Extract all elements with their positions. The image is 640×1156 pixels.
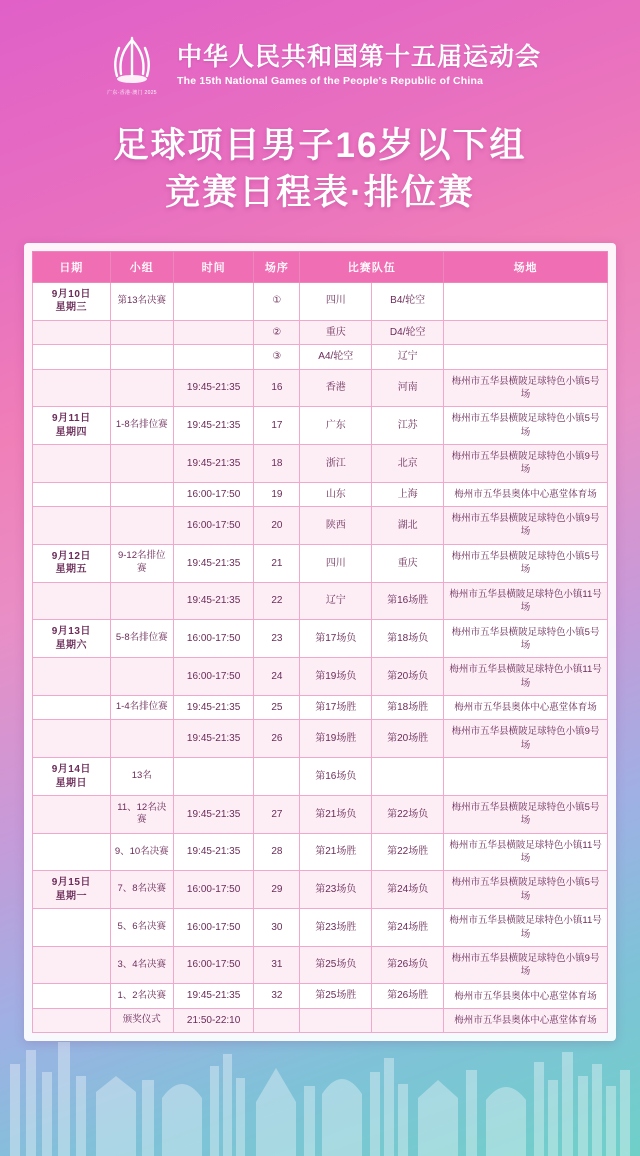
- cell-order: 28: [254, 833, 300, 871]
- skyline-decoration: [0, 1006, 640, 1156]
- cell-venue: [444, 758, 608, 796]
- cell-team1: 辽宁: [300, 582, 372, 620]
- cell-order: 18: [254, 445, 300, 483]
- cell-time: [173, 282, 254, 320]
- games-title-cn: 中华人民共和国第十五届运动会: [176, 43, 541, 72]
- cell-time: 16:00-17:50: [173, 620, 254, 658]
- cell-order: 20: [254, 507, 300, 545]
- cell-venue: 梅州市五华县横陂足球特色小镇5号场: [444, 369, 608, 407]
- games-emblem-icon: [99, 34, 165, 96]
- table-row: [33, 582, 608, 620]
- cell-order: 21: [254, 544, 300, 582]
- cell-date: [33, 582, 111, 620]
- cell-team2: [372, 758, 444, 796]
- cell-time: 16:00-17:50: [173, 482, 254, 507]
- cell-team2: 第16场胜: [372, 582, 444, 620]
- header-titles: [177, 43, 541, 87]
- cell-team2: 重庆: [372, 544, 444, 582]
- cell-group: [110, 658, 173, 696]
- cell-team2: 第20场胜: [372, 720, 444, 758]
- cell-venue: 梅州市五华县奥体中心惠堂体育场: [444, 984, 608, 1009]
- cell-time: [173, 320, 254, 345]
- cell-date: [33, 946, 111, 984]
- cell-team1: 第23场胜: [300, 909, 372, 947]
- col-time: 时间: [173, 251, 254, 282]
- cell-team1: 浙江: [300, 445, 372, 483]
- table-row: [33, 695, 608, 720]
- cell-date: 9月11日 星期四: [33, 407, 111, 445]
- cell-group: 9-12名排位赛: [110, 544, 173, 582]
- cell-date: [33, 833, 111, 871]
- cell-venue: 梅州市五华县横陂足球特色小镇11号场: [444, 833, 608, 871]
- schedule-table: [32, 251, 608, 1034]
- cell-venue: [444, 345, 608, 370]
- cell-date: [33, 909, 111, 947]
- cell-order: ②: [254, 320, 300, 345]
- cell-venue: 梅州市五华县横陂足球特色小镇5号场: [444, 407, 608, 445]
- col-venue: 场地: [444, 251, 608, 282]
- table-row: [33, 445, 608, 483]
- col-date: 日期: [33, 251, 111, 282]
- cell-order: 23: [254, 620, 300, 658]
- emblem-caption: 广东·香港·澳门 2025: [107, 90, 157, 96]
- cell-team1: 广东: [300, 407, 372, 445]
- cell-date: 9月10日 星期三: [33, 282, 111, 320]
- table-row: [33, 369, 608, 407]
- cell-time: [173, 758, 254, 796]
- cell-date: 9月13日 星期六: [33, 620, 111, 658]
- cell-venue: 梅州市五华县横陂足球特色小镇5号场: [444, 871, 608, 909]
- cell-group: [110, 507, 173, 545]
- cell-team1: 山东: [300, 482, 372, 507]
- cell-team1: 第21场胜: [300, 833, 372, 871]
- cell-order: 26: [254, 720, 300, 758]
- table-row: [33, 796, 608, 834]
- table-row: [33, 833, 608, 871]
- table-row: [33, 282, 608, 320]
- cell-order: 17: [254, 407, 300, 445]
- cell-date: [33, 796, 111, 834]
- cell-order: 22: [254, 582, 300, 620]
- col-order: 场序: [254, 251, 300, 282]
- cell-time: 16:00-17:50: [173, 909, 254, 947]
- cell-order: 29: [254, 871, 300, 909]
- cell-group: 第13名决赛: [110, 282, 173, 320]
- cell-team2: B4/轮空: [372, 282, 444, 320]
- cell-time: 19:45-21:35: [173, 369, 254, 407]
- cell-date: [33, 984, 111, 1009]
- cell-order: 24: [254, 658, 300, 696]
- cell-date: [33, 369, 111, 407]
- cell-team2: 第26场负: [372, 946, 444, 984]
- cell-team2: 第22场负: [372, 796, 444, 834]
- cell-team2: 上海: [372, 482, 444, 507]
- cell-team2: 第22场胜: [372, 833, 444, 871]
- games-title-en: The 15th National Games of the People's Republic of China: [176, 74, 484, 87]
- cell-team1: 第17场胜: [300, 695, 372, 720]
- cell-time: [173, 345, 254, 370]
- table-row: [33, 909, 608, 947]
- cell-group: [110, 720, 173, 758]
- cell-team1: 第23场负: [300, 871, 372, 909]
- cell-team1: A4/轮空: [300, 345, 372, 370]
- cell-group: 1、2名决赛: [110, 984, 173, 1009]
- cell-team2: 第18场负: [372, 620, 444, 658]
- cell-time: 19:45-21:35: [173, 833, 254, 871]
- cell-time: 19:45-21:35: [173, 796, 254, 834]
- cell-team2: 第26场胜: [372, 984, 444, 1009]
- cell-date: 9月14日 星期日: [33, 758, 111, 796]
- table-row: [33, 720, 608, 758]
- cell-date: 9月12日 星期五: [33, 544, 111, 582]
- table-row: [33, 507, 608, 545]
- table-row: [33, 407, 608, 445]
- table-row: [33, 758, 608, 796]
- cell-order: [254, 758, 300, 796]
- cell-time: 19:45-21:35: [173, 582, 254, 620]
- cell-order: 25: [254, 695, 300, 720]
- col-teams: 比赛队伍: [300, 251, 444, 282]
- cell-date: [33, 695, 111, 720]
- cell-team1: 四川: [300, 282, 372, 320]
- cell-team1: 香港: [300, 369, 372, 407]
- col-group: 小组: [110, 251, 173, 282]
- cell-team1: 第21场负: [300, 796, 372, 834]
- table-row: [33, 544, 608, 582]
- cell-order: ③: [254, 345, 300, 370]
- cell-time: 16:00-17:50: [173, 946, 254, 984]
- table-row: [33, 658, 608, 696]
- cell-team1: 四川: [300, 544, 372, 582]
- cell-team1: 第19场胜: [300, 720, 372, 758]
- cell-order: 19: [254, 482, 300, 507]
- cell-venue: 梅州市五华县横陂足球特色小镇5号场: [444, 796, 608, 834]
- cell-venue: [444, 320, 608, 345]
- cell-team2: 江苏: [372, 407, 444, 445]
- cell-team2: 辽宁: [372, 345, 444, 370]
- cell-venue: 梅州市五华县奥体中心惠堂体育场: [444, 1008, 608, 1033]
- cell-venue: 梅州市五华县横陂足球特色小镇11号场: [444, 582, 608, 620]
- cell-order: 30: [254, 909, 300, 947]
- cell-group: 1-4名排位赛: [110, 695, 173, 720]
- cell-group: 7、8名决赛: [110, 871, 173, 909]
- cell-team2: 第24场负: [372, 871, 444, 909]
- cell-team2: 河南: [372, 369, 444, 407]
- cell-group: [110, 320, 173, 345]
- schedule-body: [33, 282, 608, 1033]
- cell-group: 1-8名排位赛: [110, 407, 173, 445]
- cell-team1: 第16场负: [300, 758, 372, 796]
- table-row: [33, 946, 608, 984]
- table-row: [33, 871, 608, 909]
- cell-date: [33, 482, 111, 507]
- cell-venue: 梅州市五华县横陂足球特色小镇5号场: [444, 544, 608, 582]
- cell-venue: 梅州市五华县横陂足球特色小镇9号场: [444, 946, 608, 984]
- cell-time: 21:50-22:10: [173, 1008, 254, 1033]
- cell-time: 19:45-21:35: [173, 544, 254, 582]
- cell-team2: 第20场负: [372, 658, 444, 696]
- cell-date: [33, 507, 111, 545]
- cell-team1: 第25场负: [300, 946, 372, 984]
- cell-time: 16:00-17:50: [173, 658, 254, 696]
- cell-group: 13名: [110, 758, 173, 796]
- cell-group: [110, 482, 173, 507]
- cell-group: 颁奖仪式: [110, 1008, 173, 1033]
- cell-team2: 第24场胜: [372, 909, 444, 947]
- cell-date: [33, 658, 111, 696]
- cell-group: [110, 582, 173, 620]
- cell-group: 5-8名排位赛: [110, 620, 173, 658]
- cell-team1: 陕西: [300, 507, 372, 545]
- cell-time: 19:45-21:35: [173, 984, 254, 1009]
- cell-order: 32: [254, 984, 300, 1009]
- table-row: [33, 620, 608, 658]
- cell-team2: D4/轮空: [372, 320, 444, 345]
- table-row: [33, 482, 608, 507]
- cell-venue: 梅州市五华县横陂足球特色小镇9号场: [444, 720, 608, 758]
- cell-order: 31: [254, 946, 300, 984]
- cell-group: 9、10名决赛: [110, 833, 173, 871]
- cell-date: [33, 345, 111, 370]
- cell-group: 5、6名决赛: [110, 909, 173, 947]
- table-row: [33, 320, 608, 345]
- cell-date: [33, 720, 111, 758]
- cell-venue: 梅州市五华县横陂足球特色小镇5号场: [444, 620, 608, 658]
- cell-time: 19:45-21:35: [173, 695, 254, 720]
- table-header-row: [33, 251, 608, 282]
- cell-venue: 梅州市五华县横陂足球特色小镇11号场: [444, 909, 608, 947]
- cell-time: 19:45-21:35: [173, 720, 254, 758]
- cell-time: 19:45-21:35: [173, 445, 254, 483]
- games-header: [0, 0, 640, 96]
- page-title-line2: 竞赛日程表·排位赛: [165, 173, 475, 213]
- page-title: [0, 122, 640, 217]
- page-title-line1: 足球项目男子16岁以下组: [113, 126, 527, 165]
- cell-venue: 梅州市五华县奥体中心惠堂体育场: [444, 695, 608, 720]
- cell-team2: 北京: [372, 445, 444, 483]
- cell-group: 3、4名决赛: [110, 946, 173, 984]
- cell-group: [110, 369, 173, 407]
- cell-time: 16:00-17:50: [173, 507, 254, 545]
- table-row: [33, 345, 608, 370]
- cell-date: [33, 445, 111, 483]
- cell-order: ①: [254, 282, 300, 320]
- cell-venue: 梅州市五华县横陂足球特色小镇11号场: [444, 658, 608, 696]
- cell-group: [110, 445, 173, 483]
- schedule-card: [24, 243, 616, 1042]
- cell-team1: 第25场胜: [300, 984, 372, 1009]
- cell-group: 11、12名决赛: [110, 796, 173, 834]
- cell-order: 27: [254, 796, 300, 834]
- cell-venue: [444, 282, 608, 320]
- cell-team1: 第19场负: [300, 658, 372, 696]
- cell-team1: 重庆: [300, 320, 372, 345]
- cell-team2: 湖北: [372, 507, 444, 545]
- cell-group: [110, 345, 173, 370]
- table-row: [33, 984, 608, 1009]
- cell-date: 9月15日 星期一: [33, 871, 111, 909]
- cell-time: 16:00-17:50: [173, 871, 254, 909]
- cell-date: [33, 320, 111, 345]
- cell-order: 16: [254, 369, 300, 407]
- cell-time: 19:45-21:35: [173, 407, 254, 445]
- cell-venue: 梅州市五华县横陂足球特色小镇9号场: [444, 445, 608, 483]
- cell-venue: 梅州市五华县横陂足球特色小镇9号场: [444, 507, 608, 545]
- cell-team1: 第17场负: [300, 620, 372, 658]
- cell-venue: 梅州市五华县奥体中心惠堂体育场: [444, 482, 608, 507]
- cell-team2: 第18场胜: [372, 695, 444, 720]
